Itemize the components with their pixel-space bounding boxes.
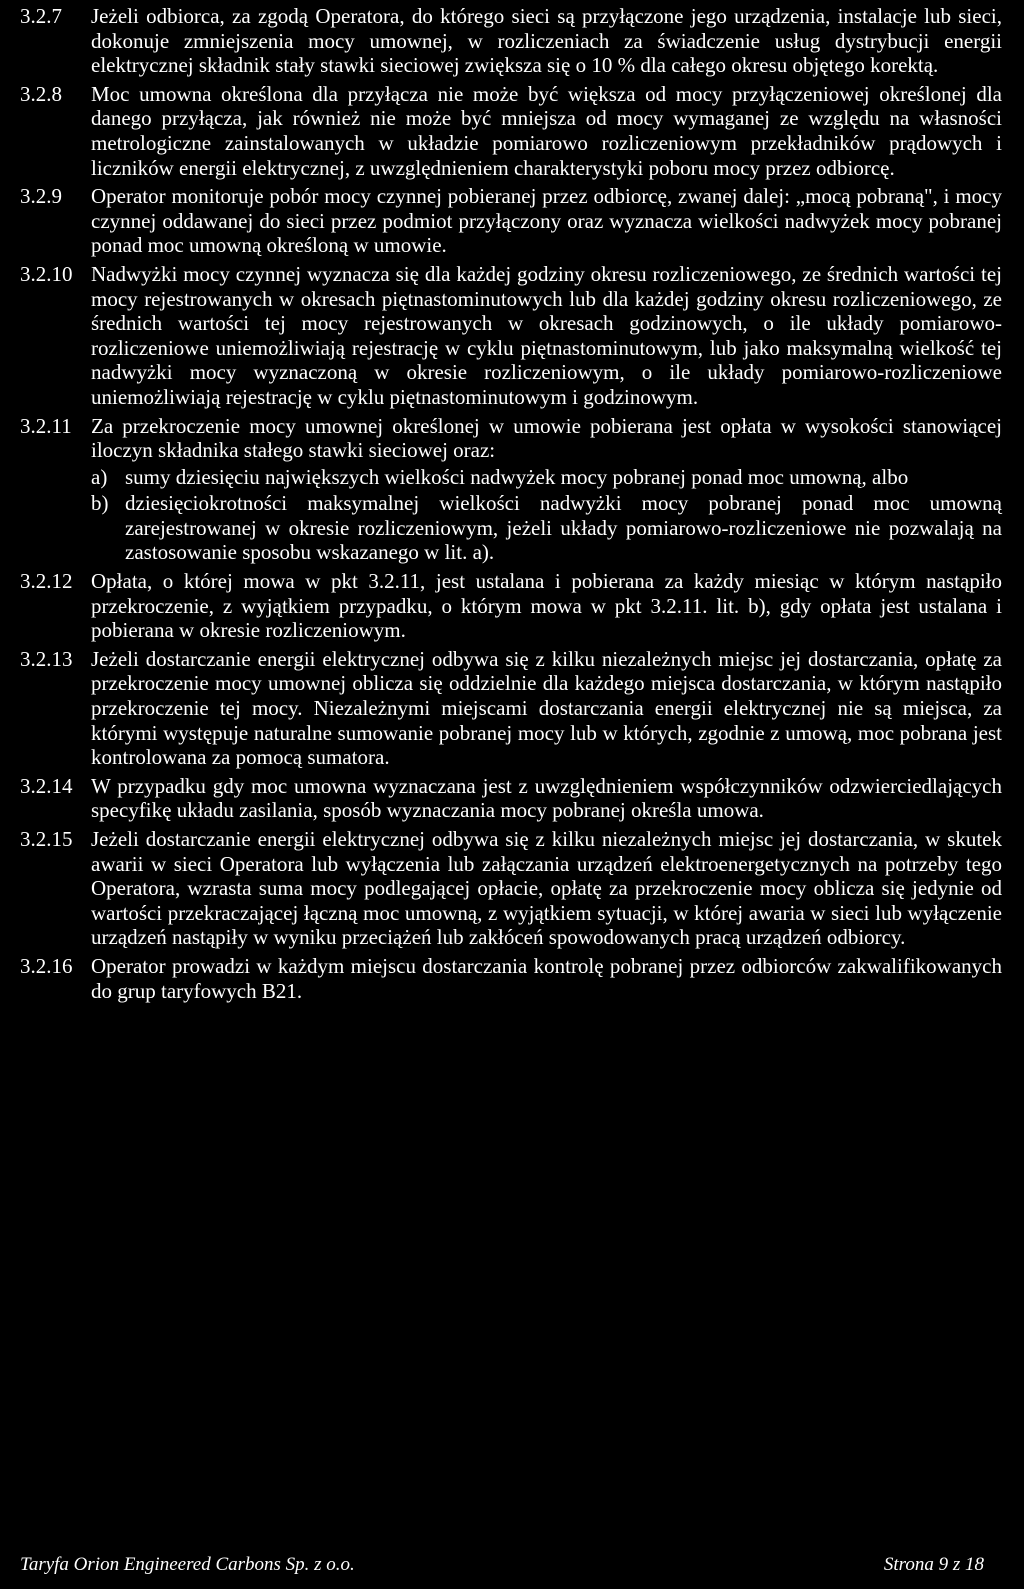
paragraph-3-2-16 [20, 954, 1002, 1003]
paragraph-3-2-12 [20, 569, 1002, 643]
paragraph-number: 3.2.7 [20, 4, 62, 28]
paragraph-text: Operator monitoruje pobór mocy czynnej pobieranej przez odbiorcę, zwanej dalej: „mocą pobraną", i mocy czynnej oddawanej do sieci przez podmiot przyłączony oraz wyznacza wielkości nadwyżek mocy pobranej ponad moc umowną określoną w umowie. [91, 184, 1002, 258]
paragraph-3-2-9 [20, 184, 1002, 258]
paragraph-number: 3.2.8 [20, 81, 62, 106]
paragraph-text: Opłata, o której mowa w pkt 3.2.11, jest ustalana i pobierana za każdy miesiąc w którym nastąpiło przekroczenie, z wyjątkiem przypadku, o którym mowa w pkt 3.2.11. lit. b), gdy opłata jest ustalana i pobierana w okresie rozliczeniowym. [91, 569, 1002, 643]
list-item-label: a) [91, 464, 108, 489]
paragraph-text: Jeżeli dostarczanie energii elektrycznej odbywa się z kilku niezależnych miejsc jej dostarczania, w skutek awarii w sieci Operatora lub wyłączenia lub załączania urządzeń elektroenergetycznych na potrzeby tego Operatora, wzrasta suma mocy podlegającej opłacie, opłatę za przekroczenie mocy oblicza się jedynie od wartości przekraczającej łączną moc umowną, z wyjątkiem sytuacji, w której awaria w sieci lub wyłączenie urządzeń nastąpiły w wyniku przeciążeń lub zakłóceń spowodowanych pracą urządzeń odbiorcy. [91, 827, 1002, 950]
paragraph-3-2-13 [20, 647, 1002, 770]
paragraph-number: 3.2.11 [20, 413, 72, 438]
paragraph-number: 3.2.12 [20, 569, 73, 594]
paragraph-text: Jeżeli dostarczanie energii elektrycznej odbywa się z kilku niezależnych miejsc jej dostarczania, opłatę za przekroczenie mocy umownej oblicza się oddzielnie dla każdego miejsca dostarczania, w którym nastąpiło przekroczenie tej mocy. Niezależnymi miejscami dostarczania energii elektrycznej nie są miejsca, za którymi występuje naturalne sumowanie pobranej mocy lub w których, zgodnie z umową, moc pobrana jest kontrolowana za pomocą sumatora. [91, 646, 1002, 770]
paragraph-text: Nadwyżki mocy czynnej wyznacza się dla każdej godziny okresu rozliczeniowego, ze średnich wartości tej mocy rejestrowanych w okresach piętnastominutowych lub dla każdej godziny okresu rozliczeniowego, ze średnich wartości tej mocy rejestrowanych w okresach godzinowych, o ile układy pomiarowo-rozliczeniowe uniemożliwiają rejestrację w cyklu piętnastominutowym, lub jako maksymalną wielkość tej nadwyżki mocy wyznaczoną w okresie rozliczeniowym, o ile układy pomiarowo-rozliczeniowe uniemożliwiają rejestrację w cyklu piętnastominutowym i godzinowym. [91, 261, 1002, 409]
paragraph-3-2-8 [20, 82, 1002, 180]
paragraph-number: 3.2.10 [20, 261, 73, 286]
document-body [0, 4, 1024, 1007]
paragraph-text: Operator prowadzi w każdym miejscu dostarczania kontrolę pobranej przez odbiorców zakwalifikowanych do grup taryfowych B21. [91, 953, 1002, 1003]
paragraph-number: 3.2.15 [20, 827, 73, 851]
list-item-text: sumy dziesięciu największych wielkości nadwyżek mocy pobranej ponad moc umowną, albo [125, 464, 909, 489]
list-item-text: dziesięciokrotności maksymalnej wielkości nadwyżki mocy pobranej ponad moc umowną zarejestrowanej w okresie rozliczeniowym, jeżeli układy pomiarowo-rozliczeniowe nie pozwalają na zastosowanie sposobu wskazanego w lit. a). [125, 491, 1002, 565]
list-item-a [91, 465, 1002, 490]
paragraph-3-2-11 [20, 414, 1002, 566]
paragraph-text: W przypadku gdy moc umowna wyznaczana jest z uwzględnieniem współczynników odzwierciedlających specyfikę układu zasilania, sposób wyznaczania mocy pobranej określa umowa. [91, 773, 1002, 823]
page-footer [20, 1554, 984, 1576]
paragraph-3-2-10 [20, 262, 1002, 410]
footer-document-title: Taryfa Orion Engineered Carbons Sp. z o.o. [20, 1554, 355, 1575]
list-item-b [91, 491, 1002, 565]
footer-page-number: Strona 9 z 18 [883, 1554, 984, 1575]
paragraph-3-2-15 [20, 827, 1002, 950]
paragraph-number: 3.2.16 [20, 953, 73, 978]
list-item-label: b) [91, 491, 109, 516]
paragraph-text: Moc umowna określona dla przyłącza nie może być większa od mocy przyłączeniowej określonej dla danego przyłącza, jak również nie może być mniejsza od mocy wymaganej ze względu na własności metrologiczne zainstalowanych w układzie pomiarowo rozliczeniowym przekładników prądowych i liczników energii elektrycznej, z uwzględnieniem charakterystyki poboru mocy przez odbiorcę. [91, 81, 1002, 180]
paragraph-number: 3.2.14 [20, 773, 73, 798]
paragraph-number: 3.2.13 [20, 646, 73, 671]
paragraph-3-2-14 [20, 774, 1002, 823]
paragraph-text: Jeżeli odbiorca, za zgodą Operatora, do którego sieci są przyłączone jego urządzenia, instalacje lub sieci, dokonuje zmniejszenia mocy umownej, w rozliczeniach za świadczenie usług dystrybucji energii elektrycznej składnik stały stawki sieciowej zwiększa się o 10 % dla całego okresu objętego korektą. [91, 4, 1002, 78]
paragraph-text: Za przekroczenie mocy umownej określonej w umowie pobierana jest opłata w wysokości stanowiącej iloczyn składnika stałego stawki sieciowej oraz: [91, 413, 1002, 463]
paragraph-3-2-7 [20, 4, 1002, 78]
paragraph-number: 3.2.9 [20, 184, 62, 209]
